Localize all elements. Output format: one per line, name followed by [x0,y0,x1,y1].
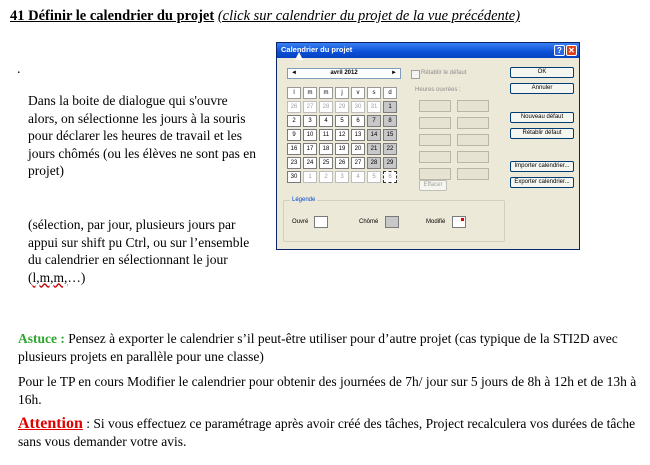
hours-to-4[interactable] [457,151,489,163]
calendar-day-cell[interactable]: 13 [351,129,365,141]
calendar-day-cell[interactable]: 26 [335,157,349,169]
calendar-day-cell[interactable]: 5 [335,115,349,127]
instruction-p2-after: …) [67,269,86,285]
tip-text: Pensez à exporter le calendrier s’il peut-être utiliser pour d’autre projet (cas typique de la STI2D avec plusieurs projets en parallèle pour une classe) [18,331,618,364]
weekday-header[interactable]: m [319,87,333,99]
instruction-paragraph-2 [28,216,258,286]
calendar-dialog [276,42,580,250]
legend-worked-swatch [314,216,328,228]
instruction-p2-days: l,m,m, [32,269,68,285]
hours-from-5[interactable] [419,168,451,180]
calendar-day-cell[interactable]: 27 [351,157,365,169]
instruction-paragraph-1: Dans la boite de dialogue qui s'ouvre alors, on sélectionne les jours à la souris pour déclarer les heures de travail et les jours chômés (ou les élèves ne sont pas en projet) [28,93,256,178]
calendar-day-cell[interactable]: 17 [303,143,317,155]
calendar-day-cell[interactable]: 29 [383,157,397,169]
hours-to-5[interactable] [457,168,489,180]
section-heading [10,8,520,25]
calendar-day-cell[interactable]: 28 [319,101,333,113]
calendar-day-cell[interactable]: 26 [287,101,301,113]
calendar-day-cell[interactable]: 18 [319,143,333,155]
attention-text: : Si vous effectuez ce paramétrage après avoir créé des tâches, Project recalculera vos durées de tâche sans vous demander votre avis. [18,416,636,449]
calendar-day-cell[interactable]: 7 [367,115,381,127]
calendar-day-cell[interactable]: 4 [319,115,333,127]
cancel-button[interactable]: Annuler [510,83,574,94]
month-selector [287,68,401,79]
tip-label: Astuce : [18,331,65,346]
weekday-header[interactable]: v [351,87,365,99]
calendar-day-cell[interactable]: 6 [351,115,365,127]
dialog-titlebar [277,43,579,58]
hours-from-1[interactable] [419,100,451,112]
calendar-day-cell[interactable]: 1 [303,171,317,183]
weekday-header[interactable]: d [383,87,397,99]
calendar-day-cell[interactable]: 28 [367,157,381,169]
export-calendar-button[interactable]: Exporter calendrier... [510,177,574,188]
legend-off-label: Chômé [359,219,379,225]
default-checkbox[interactable] [411,70,420,79]
help-button[interactable]: ? [554,45,565,56]
calendar-day-cell[interactable]: 25 [319,157,333,169]
attention-paragraph [18,415,638,451]
hours-label: Heures ouvrées : [415,87,461,93]
hours-from-4[interactable] [419,151,451,163]
hours-from-3[interactable] [419,134,451,146]
hours-to-2[interactable] [457,117,489,129]
hours-from-2[interactable] [419,117,451,129]
new-default-button[interactable]: Nouveau défaut [510,112,574,123]
calendar-day-cell[interactable]: 3 [303,115,317,127]
legend-modified-label: Modifié [426,219,446,225]
calendar-day-cell[interactable]: 30 [287,171,301,183]
calendar-day-cell[interactable]: 19 [335,143,349,155]
calendar-day-cell[interactable]: 11 [319,129,333,141]
weekday-header[interactable]: m [303,87,317,99]
heading-title: 41 Définir le calendrier du projet [10,8,215,24]
erase-button[interactable]: Effacer [419,180,447,191]
calendar-day-cell[interactable]: 20 [351,143,365,155]
import-calendar-button[interactable]: Importer calendrier... [510,161,574,172]
weekday-header[interactable]: j [335,87,349,99]
prev-month-icon[interactable]: ◄ [291,70,297,76]
tp-paragraph: Pour le TP en cours Modifier le calendrier pour obtenir des journées de 7h/ jour sur 5 jours de 8h à 12h et de 13h à 16h. [18,374,637,407]
calendar-day-cell[interactable]: 22 [383,143,397,155]
stray-dot: . [17,62,21,77]
default-label: Rétablir le défaut [421,70,467,76]
attention-label: Attention [18,415,83,432]
calendar-day-cell[interactable]: 27 [303,101,317,113]
month-label: avril 2012 [330,70,358,76]
legend-box [283,197,505,242]
weekday-header[interactable]: s [367,87,381,99]
calendar-day-cell[interactable]: 10 [303,129,317,141]
calendar-day-cell[interactable]: 21 [367,143,381,155]
calendar-day-cell[interactable]: 8 [383,115,397,127]
ok-button[interactable]: OK [510,67,574,78]
calendar-day-cell[interactable]: 4 [351,171,365,183]
calendar-day-cell[interactable]: 2 [319,171,333,183]
hours-to-1[interactable] [457,100,489,112]
calendar-day-cell[interactable]: 31 [367,101,381,113]
legend-title: Légende [292,197,316,203]
next-month-icon[interactable]: ► [391,70,397,76]
instruction-p2-before: (sélection, par jour, plusieurs jours par appui sur shift pu Ctrl, ou sur l’ensemble du calendrier en sélectionnant le jour ( [28,217,250,285]
calendar-day-cell[interactable]: 16 [287,143,301,155]
calendar-day-cell[interactable]: 15 [383,129,397,141]
calendar-day-cell[interactable]: 12 [335,129,349,141]
weekday-header[interactable]: l [287,87,301,99]
legend-worked-label: Ouvré [292,219,309,225]
calendar-day-cell[interactable]: 2 [287,115,301,127]
calendar-day-cell[interactable]: 5 [367,171,381,183]
legend-modified-swatch [452,216,466,228]
heading-note: (click sur calendrier du projet de la vue précédente) [217,8,521,24]
calendar-day-cell[interactable]: 23 [287,157,301,169]
mouse-cursor-icon [295,52,303,60]
calendar-day-cell[interactable]: 30 [351,101,365,113]
legend-off-swatch [385,216,399,228]
calendar-day-cell[interactable]: 3 [335,171,349,183]
calendar-day-cell[interactable]: 1 [383,101,397,113]
calendar-day-cell[interactable]: 29 [335,101,349,113]
calendar-day-cell[interactable]: 9 [287,129,301,141]
calendar-day-cell[interactable]: 24 [303,157,317,169]
calendar-day-cell[interactable]: 14 [367,129,381,141]
hours-to-3[interactable] [457,134,489,146]
close-button[interactable]: ✕ [566,45,577,56]
dialog-title: Calendrier du projet [281,45,353,54]
calendar-day-cell[interactable]: 6 [383,171,397,183]
modified-mark-icon [461,218,464,221]
reset-default-button[interactable]: Rétablir défaut [510,128,574,139]
tip-paragraph [18,330,633,365]
